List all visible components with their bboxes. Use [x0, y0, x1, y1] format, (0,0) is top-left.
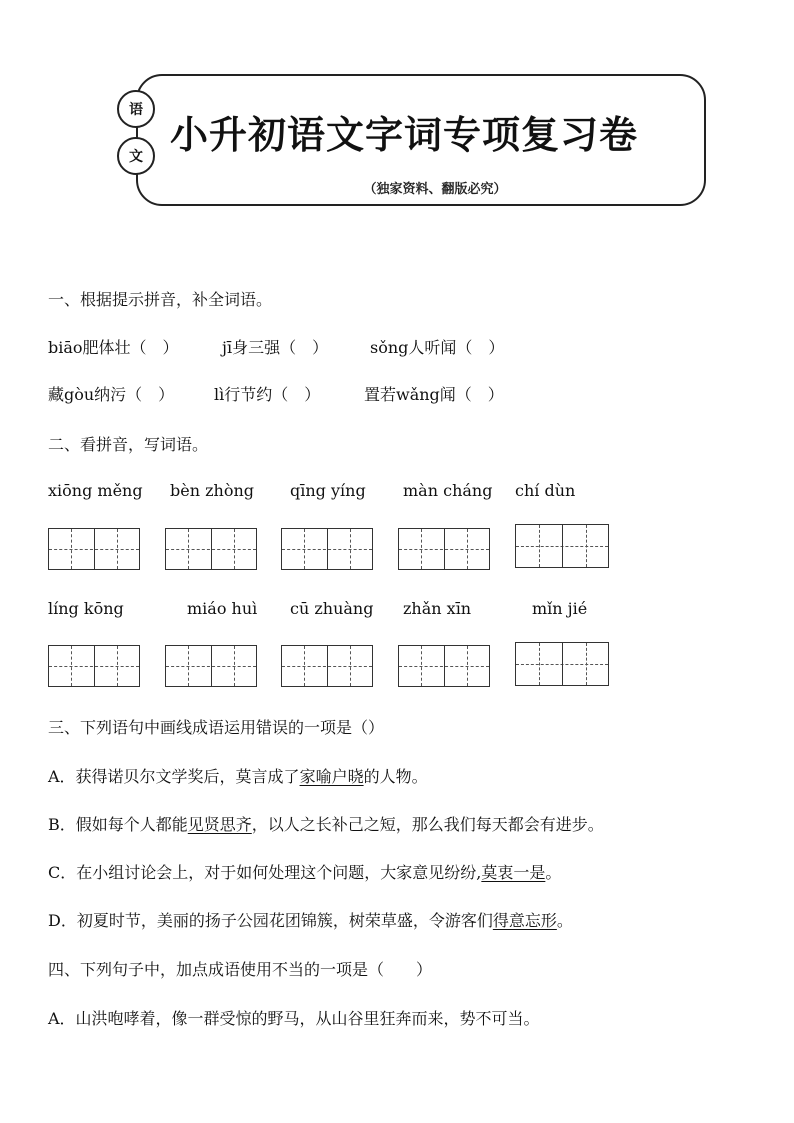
pinyin-label: qīng yíng — [290, 481, 366, 500]
writing-grid[interactable] — [48, 645, 140, 687]
question-item: 置若wǎng闻（ ） — [364, 385, 504, 404]
option-a: A．获得诺贝尔文学奖后，莫言成了家喻户晓的人物。 — [48, 767, 428, 786]
pinyin-label: chí dùn — [515, 481, 576, 500]
writing-grid[interactable] — [165, 528, 257, 570]
option-b: B．假如每个人都能见贤思齐，以人之长补己之短，那么我们每天都会有进步。 — [48, 815, 604, 834]
pinyin-label: miáo huì — [187, 599, 258, 618]
underlined-idiom: 得意忘形 — [492, 911, 557, 930]
question-item: sǒng人听闻（ ） — [370, 338, 505, 357]
writing-grid[interactable] — [515, 642, 609, 686]
writing-grid[interactable] — [398, 528, 490, 570]
question-item: lì行节约（ ） — [214, 385, 321, 404]
section1-heading: 一、根据提示拼音，补全词语。 — [48, 290, 273, 309]
section3-heading: 三、下列语句中画线成语运用错误的一项是（） — [48, 718, 385, 737]
writing-grid[interactable] — [515, 524, 609, 568]
page-subtitle: （独家资料、翻版必究） — [363, 182, 507, 197]
pinyin-label: cū zhuàng — [290, 599, 374, 618]
writing-grid[interactable] — [281, 645, 373, 687]
pinyin-label: xiōng měng — [48, 481, 143, 500]
subject-badge-bottom: 文 — [117, 137, 155, 175]
question-item: biāo肥体壮（ ） — [48, 338, 179, 357]
pinyin-label: mǐn jié — [532, 599, 588, 618]
underlined-idiom: 莫衷一是 — [481, 863, 546, 882]
writing-grid[interactable] — [48, 528, 140, 570]
pinyin-label: màn cháng — [403, 481, 493, 500]
writing-grid[interactable] — [165, 645, 257, 687]
pinyin-label: zhǎn xīn — [403, 599, 472, 618]
subject-badge-top: 语 — [117, 90, 155, 128]
question-item: jī身三强（ ） — [222, 338, 329, 357]
option-a: A．山洪咆哮着，像一群受惊的野马，从山谷里狂奔而来，势不可当。 — [48, 1009, 540, 1028]
writing-grid[interactable] — [281, 528, 373, 570]
page-title: 小升初语文字词专项复习卷 — [170, 113, 639, 157]
section2-heading: 二、看拼音，写词语。 — [48, 435, 209, 454]
section4-heading: 四、下列句子中，加点成语使用不当的一项是（ ） — [48, 960, 433, 979]
writing-grid[interactable] — [398, 645, 490, 687]
underlined-idiom: 见贤思齐 — [187, 815, 252, 834]
pinyin-label: bèn zhòng — [170, 481, 255, 500]
underlined-idiom: 家喻户晓 — [299, 767, 364, 786]
option-d: D．初夏时节，美丽的扬子公园花团锦簇，树荣草盛，令游客们得意忘形。 — [48, 911, 573, 930]
question-item: 藏gòu纳污（ ） — [48, 385, 175, 404]
pinyin-label: líng kōng — [48, 599, 124, 618]
option-c: C．在小组讨论会上，对于如何处理这个问题，大家意见纷纷,莫衷一是。 — [48, 863, 562, 882]
